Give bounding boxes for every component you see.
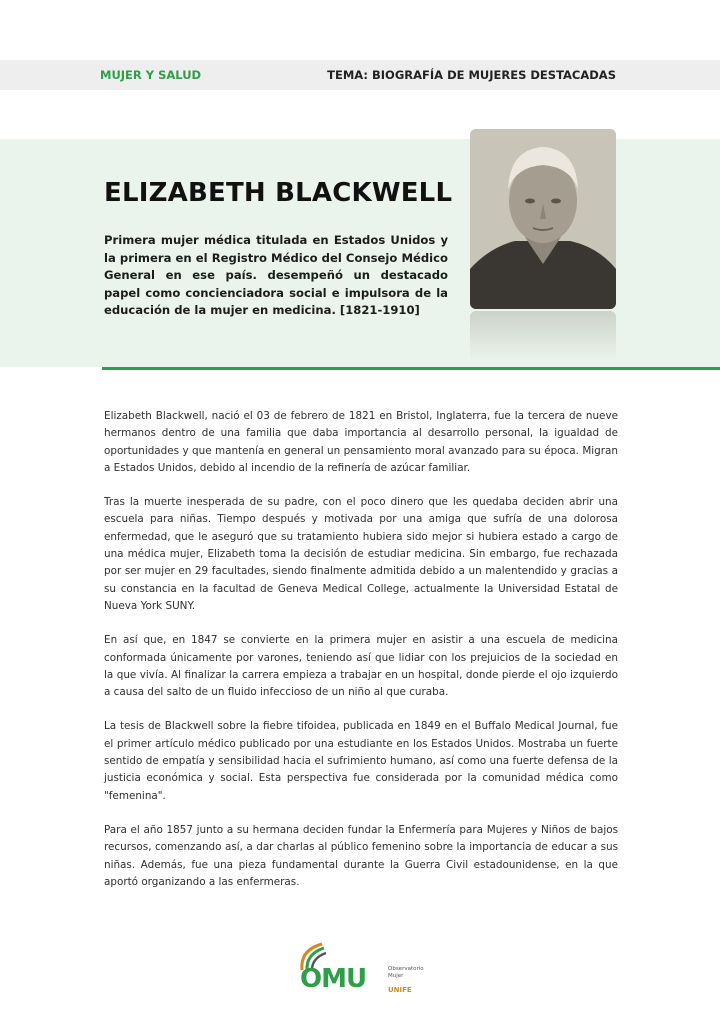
portrait-reflection bbox=[470, 311, 616, 361]
intro-summary: Primera mujer médica titulada en Estados Unidos y la primera en el Registro Médico del Consejo Médico General en ese país. desempeñó un destacado papel como concienciadora social e impulsora de la educación de la mujer en medicina. [1821-1910] bbox=[104, 233, 448, 317]
topic-label: TEMA: BIOGRAFÍA DE MUJERES DESTACADAS bbox=[327, 68, 616, 82]
logo-text: OMU bbox=[300, 964, 367, 994]
page-title: ELIZABETH BLACKWELL bbox=[104, 178, 453, 208]
paragraph: Elizabeth Blackwell, nació el 03 de febrero de 1821 en Bristol, Inglaterra, fue la tercera de nueve hermanos dentro de una familia que daba importancia al desarrollo personal, la igualdad de oportunidades y que mantenía en general un pensamiento moral avanzado para su época. Migran a Estados Unidos, debido al incendio de la refinería de azúcar familiar. bbox=[104, 410, 618, 474]
hero-divider bbox=[102, 367, 720, 370]
biography-body bbox=[104, 408, 618, 908]
logo-org: UNIFE bbox=[388, 986, 412, 994]
section-label: MUJER Y SALUD bbox=[100, 68, 202, 82]
logo-caption-line1: Observatorio bbox=[388, 966, 424, 972]
logo-caption-line2: Mujer bbox=[388, 972, 404, 979]
logo-caption bbox=[388, 966, 424, 979]
portrait-image bbox=[470, 129, 616, 309]
paragraph: Tras la muerte inesperada de su padre, con el poco dinero que les quedaba deciden abrir una escuela para niñas. Tiempo después y motivada por una amiga que sufría de una dolorosa enfermedad, que le aseguró que su tratamiento hubiera sido mejor si hubiera estado a cargo de una médica mujer, Elizabeth toma la decisión de estudiar medicina. Sin embargo, fue rechazada por ser mujer en 29 facultades, siendo finalmente admitida debido a un malentendido y gracias a su constancia en la facultad de Geneva Medical College, actualmente la Universidad Estatal de Nueva York SUNY. bbox=[104, 496, 618, 612]
paragraph: Para el año 1857 junto a su hermana deciden fundar la Enfermería para Mujeres y Niños de bajos recursos, comenzando así, a dar charlas al público femenino sobre la importancia de educar a sus niñas. Además, fue una pieza fundamental durante la Guerra Civil estadounidense, en la que aportó organizando a las enfermeras. bbox=[104, 823, 618, 888]
paragraph: En así que, en 1847 se convierte en la primera mujer en asistir a una escuela de medicina conformada únicamente por varones, teniendo así que lidiar con los prejuicios de la sociedad en la que vivía. Al finalizar la carrera empieza a trabajar en un hospital, donde pierde el ojo izquierdo a causa del salto de un fluido infeccioso de un niño al que curaba. bbox=[104, 634, 618, 699]
portrait-photo bbox=[470, 129, 616, 309]
omu-logo bbox=[296, 942, 436, 998]
paragraph: La tesis de Blackwell sobre la fiebre tifoidea, publicada en 1849 en el Buffalo Medical Journal, fue el primer artículo médico publicado por una estudiante en los Estados Unidos. Mostraba un fuerte sentido de empatía y sensibilidad hacia el sufrimiento humano, así como una fuerte defensa de la justicia económica y social. Esta perspectiva fue considerada por la comunidad médica como "femenina". bbox=[104, 720, 618, 802]
header-bar bbox=[0, 60, 720, 90]
